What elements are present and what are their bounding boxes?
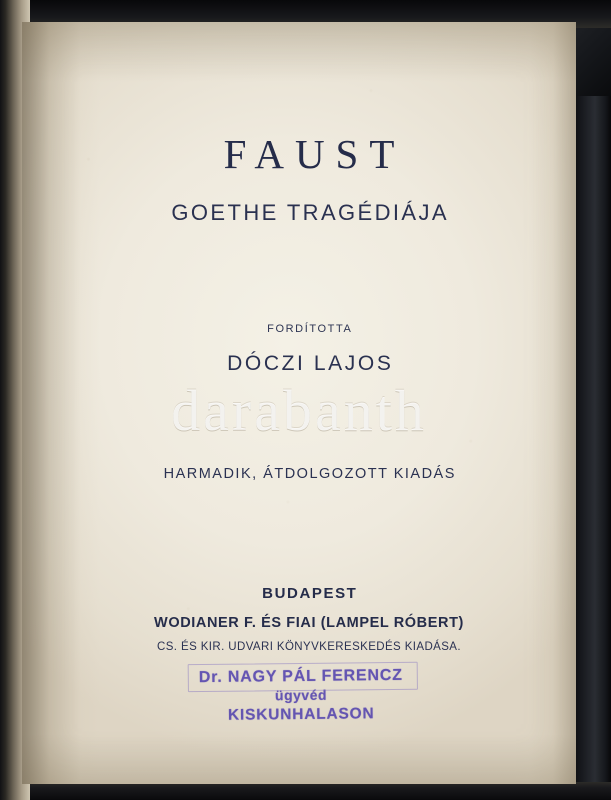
ownership-stamp	[136, 665, 467, 727]
title-page-content	[74, 22, 544, 784]
ownership-stamp-border	[188, 662, 418, 692]
translator-label: FORDÍTOTTA	[267, 323, 353, 335]
book-binding-edge	[575, 0, 611, 800]
imprint-city: BUDAPEST	[262, 585, 358, 602]
imprint-publisher: WODIANER F. ÉS FIAI (LAMPEL RÓBERT)	[154, 615, 464, 631]
translator-name: DÓCZI LAJOS	[227, 352, 394, 375]
book-title: FAUST	[223, 131, 406, 177]
ownership-stamp-role: ügyvéd	[274, 687, 328, 704]
watermark-text: darabanth	[171, 378, 427, 443]
ownership-stamp-place: KISKUNHALASON	[227, 705, 375, 725]
photo-background-bottom	[0, 782, 611, 800]
imprint-note: CS. ÉS KIR. UDVARI KÖNYVKERESKEDÉS KIADÁSA.	[157, 641, 461, 653]
title-page	[22, 22, 576, 784]
ownership-stamp-name: Dr. NAGY PÁL FERENCZ	[198, 666, 403, 687]
edition-statement: HARMADIK, ÁTDOLGOZOTT KIADÁS	[163, 466, 456, 482]
book-subtitle: GOETHE TRAGÉDIÁJA	[171, 200, 449, 225]
